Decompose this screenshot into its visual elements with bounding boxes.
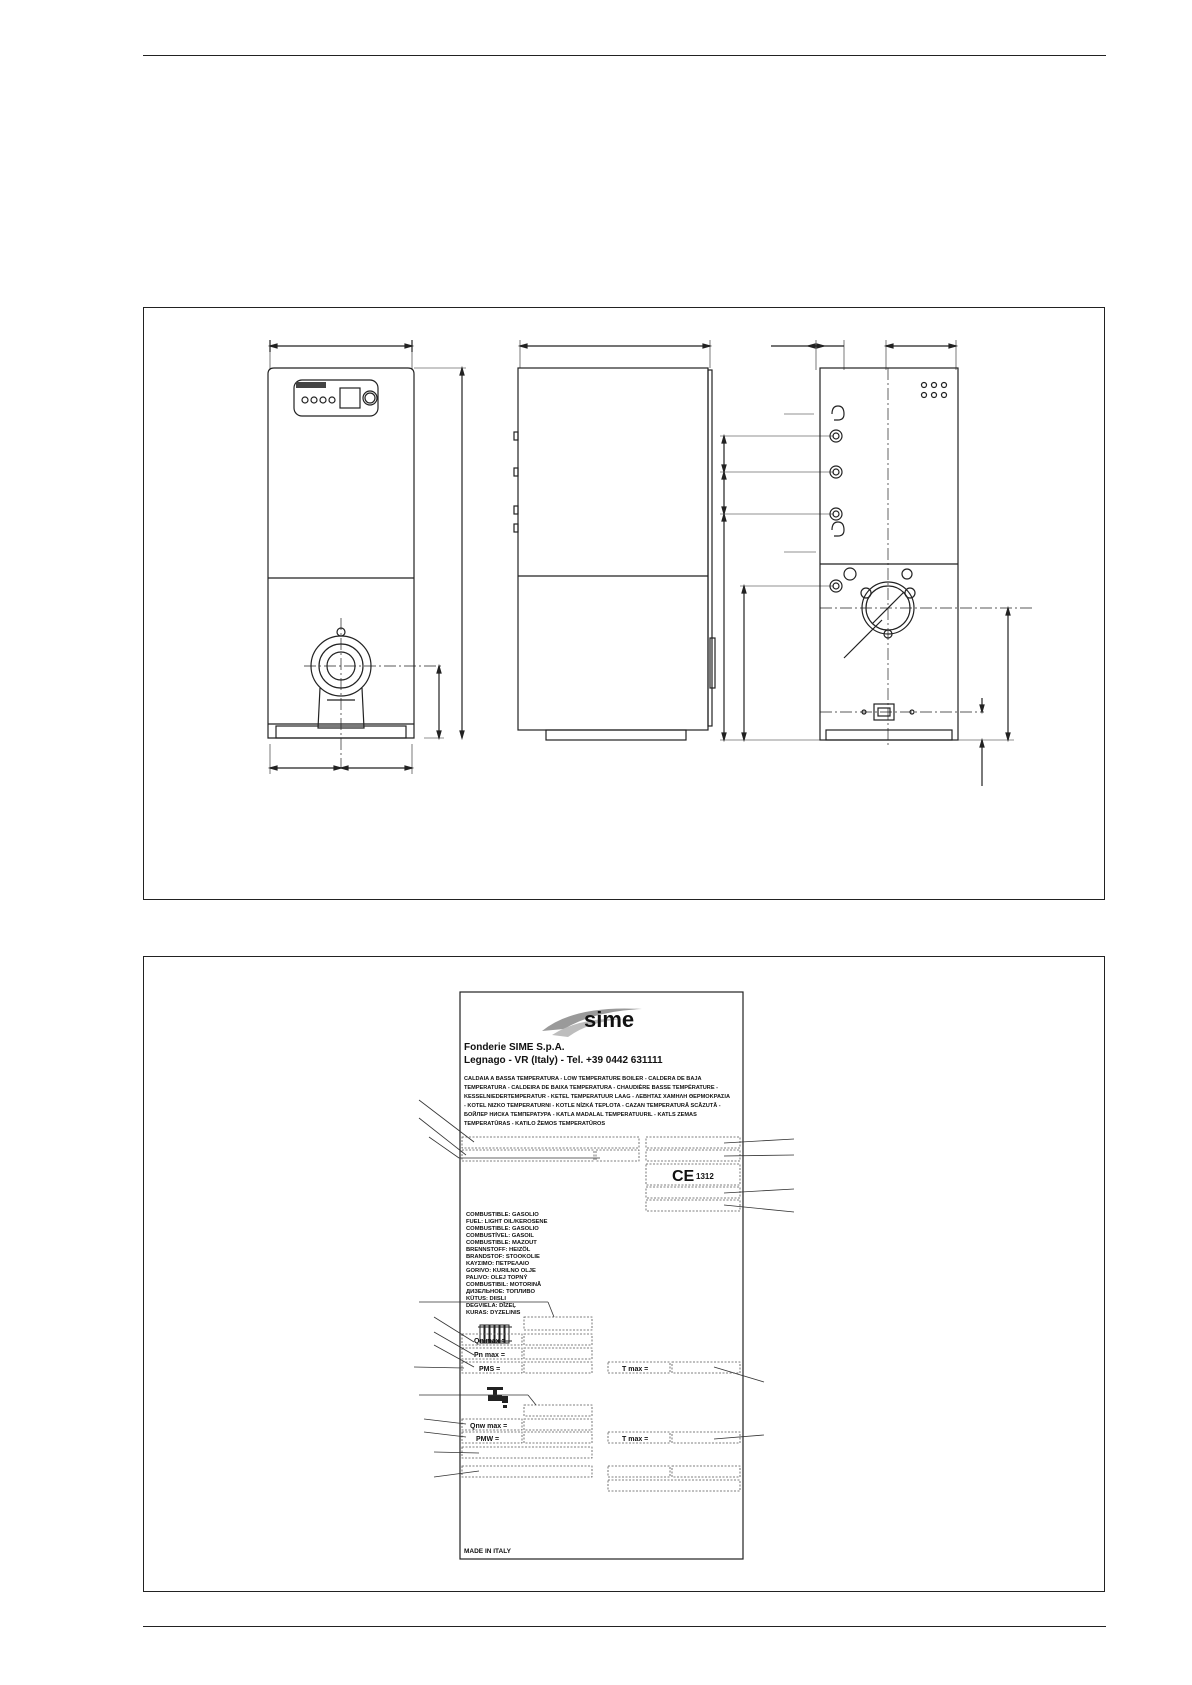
plate-field xyxy=(524,1432,592,1443)
plate-field xyxy=(646,1150,740,1161)
fuel-line: COMBUSTIBLE: MAZOUT xyxy=(466,1240,537,1246)
description-block xyxy=(464,1076,730,1127)
front-view xyxy=(268,340,466,774)
brand-name: sime xyxy=(584,1007,635,1032)
header-rule xyxy=(143,55,1106,56)
description-line: TEMPERATURA - CALDEIRA DE BAIXA TEMPERATURA - CHAUDIÈRE BASSE TEMPÉRATURE - xyxy=(464,1085,718,1091)
company-name: Fonderie SIME S.p.A. xyxy=(464,1042,565,1053)
plate-field xyxy=(524,1419,592,1430)
plate-field xyxy=(672,1466,740,1477)
plate-field xyxy=(524,1348,592,1359)
description-line: KESSELNIEDERTEMPERATUR - KETEL TEMPERATUUR LAAG - ΛΕΒΗΤΑΣ ΧΑΜΗΛΗ ΘΕΡΜΟΚΡΑΣΙΑ xyxy=(464,1094,731,1100)
ce-number: 1312 xyxy=(696,1172,714,1181)
fuel-line: FUEL: LIGHT OIL/KEROSENE xyxy=(466,1219,548,1225)
plate-field xyxy=(524,1405,592,1416)
fuel-block xyxy=(466,1212,548,1316)
plate-field xyxy=(462,1137,639,1148)
pms-label: PMS = xyxy=(479,1366,501,1373)
fuel-line: GORIVO: KURILNO OLJE xyxy=(466,1268,536,1274)
description-line: БОЙЛЕР НИСКА ТЕМПЕРАТУРА - KATLA MADALAL TEMPERATUURIL - KATLS ZEMAS xyxy=(464,1112,697,1118)
fuel-line: DEGVIELA: DĪZEĻ xyxy=(466,1303,516,1309)
plate-field xyxy=(608,1480,740,1491)
pmw-label: PMW = xyxy=(476,1436,500,1443)
fuel-line: COMBUSTIBLE: GASOLIO xyxy=(466,1212,539,1218)
side-view xyxy=(514,340,715,740)
data-plate-figure xyxy=(143,956,1105,1592)
fuel-line: KURAS: DYZELINIS xyxy=(466,1310,521,1316)
dimensions-figure xyxy=(143,307,1105,900)
fuel-line: PALIVO: OLEJ TOPNÝ xyxy=(466,1275,528,1281)
qnw-label: Qnw max = xyxy=(470,1423,508,1430)
description-line: - KOTEL NIZKO TEMPERATURNI - KOTLE NÍZKÁ TEPLOTA - CAZAN TEMPERATURĂ SCĂZUTĂ - xyxy=(464,1103,721,1109)
description-line: CALDAIA A BASSA TEMPERATURA - LOW TEMPERATURE BOILER - CALDERA DE BAJA xyxy=(464,1076,702,1082)
plate-field xyxy=(524,1334,592,1345)
plate-field xyxy=(524,1362,592,1373)
made-in-label: MADE IN ITALY xyxy=(464,1548,511,1555)
plate-field xyxy=(462,1150,594,1161)
tap-icon xyxy=(487,1387,508,1408)
dimensions-drawing xyxy=(144,308,1106,901)
fuel-line: BRANDSTOF: STOOKOLIE xyxy=(466,1254,540,1260)
fuel-line: COMBUSTIBIL: MOTORINĂ xyxy=(466,1282,542,1288)
fuel-line: BRENNSTOFF: HEIZÖL xyxy=(466,1247,531,1253)
fuel-line: ДИЗЕЛЬНОЕ: ТОПЛИВО xyxy=(466,1289,535,1295)
fuel-line: COMBUSTIBLE: GASOLIO xyxy=(466,1226,539,1232)
footer-rule xyxy=(143,1626,1106,1627)
qn-label: Qn max = xyxy=(474,1338,506,1345)
data-plate-drawing xyxy=(144,957,1106,1593)
plate-field xyxy=(596,1150,639,1161)
fuel-line: ΚΑΥΣΙΜΟ: ΠΕΤΡΕΛΑΙΟ xyxy=(466,1261,530,1267)
plate-field xyxy=(524,1317,592,1330)
tmax-label-dhw: T max = xyxy=(622,1436,649,1443)
pn-label: Pn max = xyxy=(474,1352,505,1359)
fuel-line: KÜTUS: DIISLI xyxy=(466,1296,506,1302)
rear-view xyxy=(720,340,1034,786)
plate-field xyxy=(462,1447,592,1458)
tmax-label-heating: T max = xyxy=(622,1366,649,1373)
ce-mark: CE xyxy=(672,1168,695,1185)
company-address: Legnago - VR (Italy) - Tel. +39 0442 631111 xyxy=(464,1055,663,1066)
description-line: TEMPERATŪRAS - KATILO ŽEMOS TEMPERATŪROS xyxy=(464,1121,606,1127)
plate-field xyxy=(462,1466,592,1477)
plate-field xyxy=(608,1466,670,1477)
fuel-line: COMBUSTÍVEL: GASOIL xyxy=(466,1233,534,1239)
